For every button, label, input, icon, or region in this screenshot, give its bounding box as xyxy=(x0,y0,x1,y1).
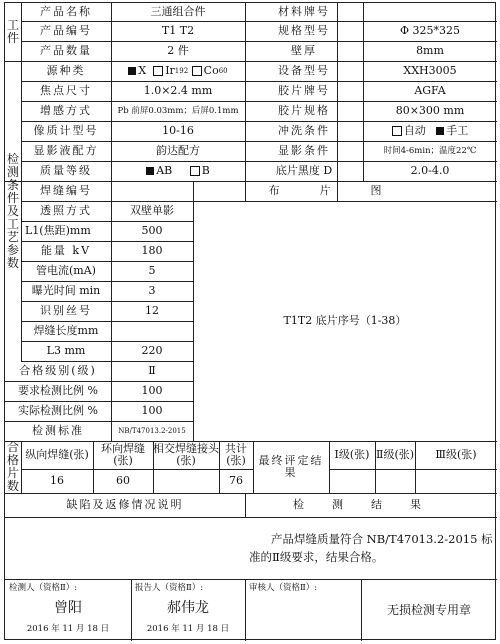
weld-no-label: 焊缝编号 xyxy=(40,184,92,197)
current-label: 管电流(mA) xyxy=(36,264,96,277)
inspector-label: 检测人（资格Ⅱ）: xyxy=(9,583,78,593)
vertical-char: 片 xyxy=(6,466,19,480)
counts-section-label xyxy=(5,441,21,493)
spec-label: 规格型号 xyxy=(278,24,330,37)
energy-value: 180 xyxy=(141,244,163,257)
reviewer-label: 审核人（资格Ⅱ）: xyxy=(249,583,318,593)
unchecked-box-icon xyxy=(192,66,202,76)
option-label: X xyxy=(138,64,147,77)
intersect-label: 相交焊缝接头(张) xyxy=(153,442,219,467)
processing-label: 冲洗条件 xyxy=(278,124,330,137)
source-label: 源种类 xyxy=(46,64,86,77)
option-label: Ir xyxy=(165,64,175,77)
weld-no-value xyxy=(111,181,193,201)
density-label: 底片黑度 D xyxy=(275,164,333,177)
grade-b-option[interactable] xyxy=(190,165,210,177)
total-value: 76 xyxy=(229,474,243,487)
film-brand-value: AGFA xyxy=(414,84,446,97)
product-name-label: 产品名称 xyxy=(40,5,92,18)
unchecked-box-icon xyxy=(153,66,163,76)
vertical-char: 及 xyxy=(6,203,19,218)
equipment-label: 设备型号 xyxy=(278,64,330,77)
grade-options xyxy=(111,161,245,181)
g2-value xyxy=(375,469,415,493)
vertical-char: 数 xyxy=(6,255,19,270)
vertical-char: 检 xyxy=(6,151,19,166)
unchecked-box-icon xyxy=(190,166,200,176)
inspection-report-form xyxy=(4,2,496,640)
act-ratio-value: 100 xyxy=(141,404,163,417)
option-label: 自动 xyxy=(403,124,426,137)
material-value xyxy=(363,3,497,21)
focus-value: 1.0×2.4 mm xyxy=(143,84,213,97)
reporter-label: 报告人（资格Ⅱ）: xyxy=(135,583,204,593)
defect-label: 缺陷及返修情况说明 xyxy=(66,498,184,511)
longitudinal-label: 纵向焊缝(张) xyxy=(25,448,89,461)
vertical-char: 工 xyxy=(6,216,19,231)
film-spec-label: 胶片规格 xyxy=(278,104,330,117)
circum-value: 60 xyxy=(116,474,130,487)
exposure-value: 3 xyxy=(148,284,156,297)
act-ratio-label: 实际检测比例 % xyxy=(18,404,98,417)
qty-value: 2 件 xyxy=(167,44,189,57)
exposure-label: 曝光时间 min xyxy=(31,284,101,297)
vertical-char: 格 xyxy=(6,453,19,467)
l1-label: L1(焦距)mm xyxy=(25,224,91,237)
product-name-value: 三通组合件 xyxy=(150,5,206,18)
intersect-value xyxy=(153,469,219,493)
dev-cond-label: 显影条件 xyxy=(278,144,330,157)
grid-line xyxy=(5,517,497,518)
material-label: 材料牌号 xyxy=(278,5,330,18)
equipment-value: XXH3005 xyxy=(403,64,457,77)
g3-value xyxy=(415,469,497,493)
marker-value: 12 xyxy=(145,304,159,317)
g3-label: Ⅲ级(张) xyxy=(435,448,477,461)
l3-label: L3 mm xyxy=(46,344,86,357)
vertical-char: 数 xyxy=(6,479,19,493)
wall-label: 壁厚 xyxy=(291,44,317,57)
source-co-option[interactable]: Co 60 xyxy=(192,65,228,77)
req-ratio-value: 100 xyxy=(141,384,163,397)
req-ratio-label: 要求检测比例 % xyxy=(18,384,98,397)
screen-label: 增感方式 xyxy=(40,104,92,117)
developer-value: 韵达配方 xyxy=(156,144,200,157)
unchecked-box-icon xyxy=(392,126,402,136)
inspector-name: 曾阳 xyxy=(54,600,82,616)
standard-value: NB/T47013.2-2015 xyxy=(118,427,186,435)
vertical-char: 条 xyxy=(6,177,19,192)
source-x-option[interactable] xyxy=(128,65,146,77)
final-label: 最终评定结果 xyxy=(258,454,324,479)
film-brand-label: 胶片牌号 xyxy=(278,84,330,97)
reporter-name: 郝伟龙 xyxy=(167,600,209,616)
option-label: Co xyxy=(203,64,219,77)
density-value: 2.0-4.0 xyxy=(410,164,450,177)
circum-label: 环向焊缝(张) xyxy=(101,442,145,467)
g2-label: Ⅱ级(张) xyxy=(375,448,415,461)
dev-cond-value: 时间4-6min；温度22℃ xyxy=(383,146,477,156)
vertical-char: 参 xyxy=(6,242,19,257)
g1-value xyxy=(329,469,375,493)
vertical-char: 合 xyxy=(6,441,19,454)
method-label: 透照方式 xyxy=(40,204,92,217)
g1-label: Ⅰ级(张) xyxy=(334,448,370,461)
focus-label: 焦点尺寸 xyxy=(40,84,92,97)
layout-label: 布片图 xyxy=(268,184,422,197)
screen-value: Pb 前屏0.03mm；后屏0.1mm xyxy=(117,106,239,116)
length-label: 焊缝长度mm xyxy=(33,324,99,337)
source-ir-option[interactable]: Ir 192 xyxy=(153,65,188,77)
result-label: 检测结果 xyxy=(293,498,449,511)
l3-value: 220 xyxy=(141,344,163,357)
option-label: B xyxy=(201,164,210,177)
grade-label: 质量等级 xyxy=(40,164,92,177)
vertical-char: 件 xyxy=(6,190,19,205)
stamp-text: 无损检测专用章 xyxy=(386,603,471,617)
checked-box-icon xyxy=(146,167,154,175)
film-seq-text: T1T2 底片序号（1-38） xyxy=(283,314,407,327)
vertical-char: 工 xyxy=(6,18,19,32)
vertical-char: 件 xyxy=(6,31,19,45)
option-label: 手工 xyxy=(446,124,469,137)
film-spec-value: 80×300 mm xyxy=(395,104,465,117)
vertical-char: 测 xyxy=(6,164,19,179)
workpiece-section-label xyxy=(5,3,21,61)
method-value: 双壁单影 xyxy=(130,204,174,217)
checked-box-icon xyxy=(436,127,444,135)
longitudinal-value: 16 xyxy=(50,474,64,487)
spec-value: Φ 325*325 xyxy=(399,24,460,37)
product-no-label: 产品编号 xyxy=(40,24,92,37)
processing-options xyxy=(363,121,497,141)
source-options xyxy=(111,61,245,81)
standard-label: 检测标准 xyxy=(32,424,84,437)
l1-value: 500 xyxy=(141,224,163,237)
length-value xyxy=(111,321,193,341)
developer-label: 显影液配方 xyxy=(33,144,99,157)
marker-label: 识别丝号 xyxy=(40,304,92,317)
proc-auto-option[interactable] xyxy=(392,125,426,137)
product-no-value: T1 T2 xyxy=(161,24,195,37)
energy-label: 能量 kV xyxy=(40,244,92,257)
vertical-char: 艺 xyxy=(6,229,19,244)
params-section-label xyxy=(5,61,21,361)
option-label: AB xyxy=(156,164,173,177)
wall-value: 8mm xyxy=(416,44,444,57)
proc-manual-option[interactable] xyxy=(436,125,468,137)
inspector-date: 2016 年 11 月 18 日 xyxy=(26,624,110,634)
current-value: 5 xyxy=(148,264,156,277)
conclusion-text: 产品焊缝质量符合 NB/T47013.2-2015 标准的Ⅱ级要求，结果合格。 xyxy=(249,532,493,564)
qty-label: 产品数量 xyxy=(40,44,92,57)
checked-box-icon xyxy=(128,67,136,75)
accept-value: Ⅱ xyxy=(148,364,156,377)
iqi-value: 10-16 xyxy=(162,124,194,137)
reporter-date: 2016 年 11 月 18 日 xyxy=(146,624,230,634)
grade-ab-option[interactable] xyxy=(146,165,172,177)
accept-label: 合格级别(级) xyxy=(19,364,97,377)
iqi-label: 像质计型号 xyxy=(33,124,99,137)
total-label: 共计(张) xyxy=(225,442,247,467)
